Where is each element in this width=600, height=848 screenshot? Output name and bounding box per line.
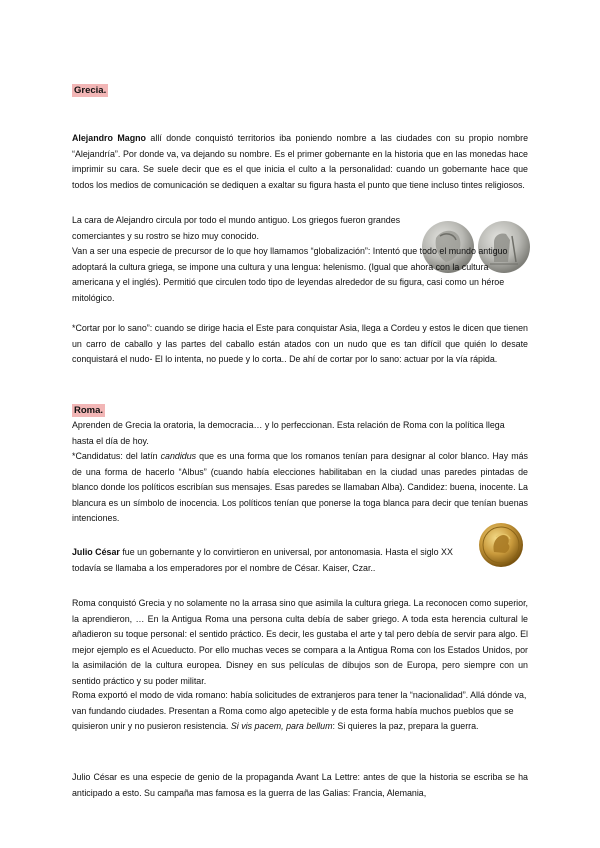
roma-paragraph-3 [72,545,462,576]
grecia-p4-text: *Cortar por lo sano”: cuando se dirige hacia el Este para conquistar Asia, llega a Cordeu y estos le dicen que tienen un carro de caballo y las partes del caballo están atados con un nudo que es tan difícil que quién lo desate conquistará el nudo- El lo intenta, no puede y lo corta.. De ahí de cortar por lo sano: actuar por la vía rápida. [72,323,528,364]
grecia-p3-text: Van a ser una especie de precursor de lo que hoy llamamos “globalización”: Intentó que todo el mundo antiguo adoptará la cultura griega, se impone una cultura y una lengua: helenismo. (Igual que ahora con la cultura americana y el inglés). Permitió que circulen todo tipo de leyendas alrededor de su figura, casi como un héroe mitológico. [72,246,508,303]
roma-paragraph-2 [72,449,528,527]
roma-export-text: Roma exportó el modo de vida romano: había solicitudes de extranjeros para tener la “nacionalidad”. Allá dónde va, van fundando ciudades. Presentan a Roma como algo apetecible y de esta forma había muchos pueblos que se quisieron unir y no pusieron resistencia. [72,690,527,731]
roma-p4-text: Roma conquistó Grecia y no solamente no la arrasa sino que asimila la cultura griega. La reconocen como superior, la aprendieron, … En la Antigua Roma una persona culta debía de saber griego. A toda esta herencia cultural le añadieron su toque personal: el sentido práctico. Es decir, les gustaba el arte y tal pero debía de servir para algo. El mejor ejemplo es el Acueducto. Por ello muchas veces se compara a la Antigua Roma con los Estados Unidos, por la asimilación de la cultura europea. Disney en sus películas de dibujos son de Europa, pero siempre con un sentido práctico y su poder militar. [72,598,528,686]
roma-paragraph-5 [72,688,528,735]
roma-p6-text: Julio César es una especie de genio de la propaganda Avant La Lettre: antes de que la historia se escriba se ha anticipado a esto. Su campaña mas famosa es la guerra de las Galias: Francia, Alemania, [72,772,528,798]
roma-paragraph-1 [72,418,528,449]
grecia-paragraph-4 [72,321,528,368]
julio-cesar-text: fue un gobernante y lo convirtieron en universal, por antonomasia. Hasta el siglo XX todavía se llamaba a los emperadores por el nombre de César. Kaiser, Czar.. [72,547,453,573]
candidus-term: candidus [160,451,197,461]
gold-coin-icon [478,522,524,568]
latin-quote-translation: : Si quieres la paz, prepara la guerra. [332,721,479,731]
candidatus-text: que es una forma que los romanos tenían para designar al color blanco. Hay más de una forma de hacerlo “Albus” (cuando había elecciones habilitaban en la ciudad unas paredes pintadas de blanco donde los políticos escribían sus mensajes. Esas paredes se llamaban Alba). Candidez: buena, inocente. La blancura es un símbolo de inocencia. Los políticos tenían que ponerse la toga blanca para decir que tenían buenas intenciones. [72,451,528,523]
grecia-paragraph-3 [72,244,528,306]
grecia-p2-text: La cara de Alejandro circula por todo el mundo antiguo. Los griegos fueron grandes comerciantes y su rostro se hizo muy conocido. [72,215,401,241]
section-title-roma: Roma. [74,405,104,416]
roma-paragraph-4 [72,596,528,689]
candidatus-lead: *Candidatus: del latín [72,451,161,461]
grecia-paragraph-1 [72,131,528,193]
alejandro-text: allí donde conquistó territorios iba poniendo nombre a las ciudades con su propio nombre “Alejandría”. Por donde va, va dejando su nombre. Es el primer gobernante en la historia que en las monedas hace imprimir su cara. Se suele decir que es el que inicia el culto a la personalidad: cuando un gobernante hace que todos los medios de comunicación se dediquen a exaltar su figura hasta el punto que tiene incluso tintes religiosos. [72,133,528,190]
grecia-paragraph-2 [72,213,412,244]
section-title-grecia: Grecia. [74,85,107,96]
alejandro-name: Alejandro Magno [72,133,146,143]
caesar-gold-coin-image [478,522,524,568]
roma-p1-text: Aprenden de Grecia la oratoria, la democracia… y lo perfeccionan. Esta relación de Roma con la política llega hasta el día de hoy. [72,420,505,446]
latin-quote: Si vis pacem, para bellum [230,721,333,731]
roma-paragraph-6 [72,770,528,801]
julio-cesar-name: Julio César [72,547,120,557]
